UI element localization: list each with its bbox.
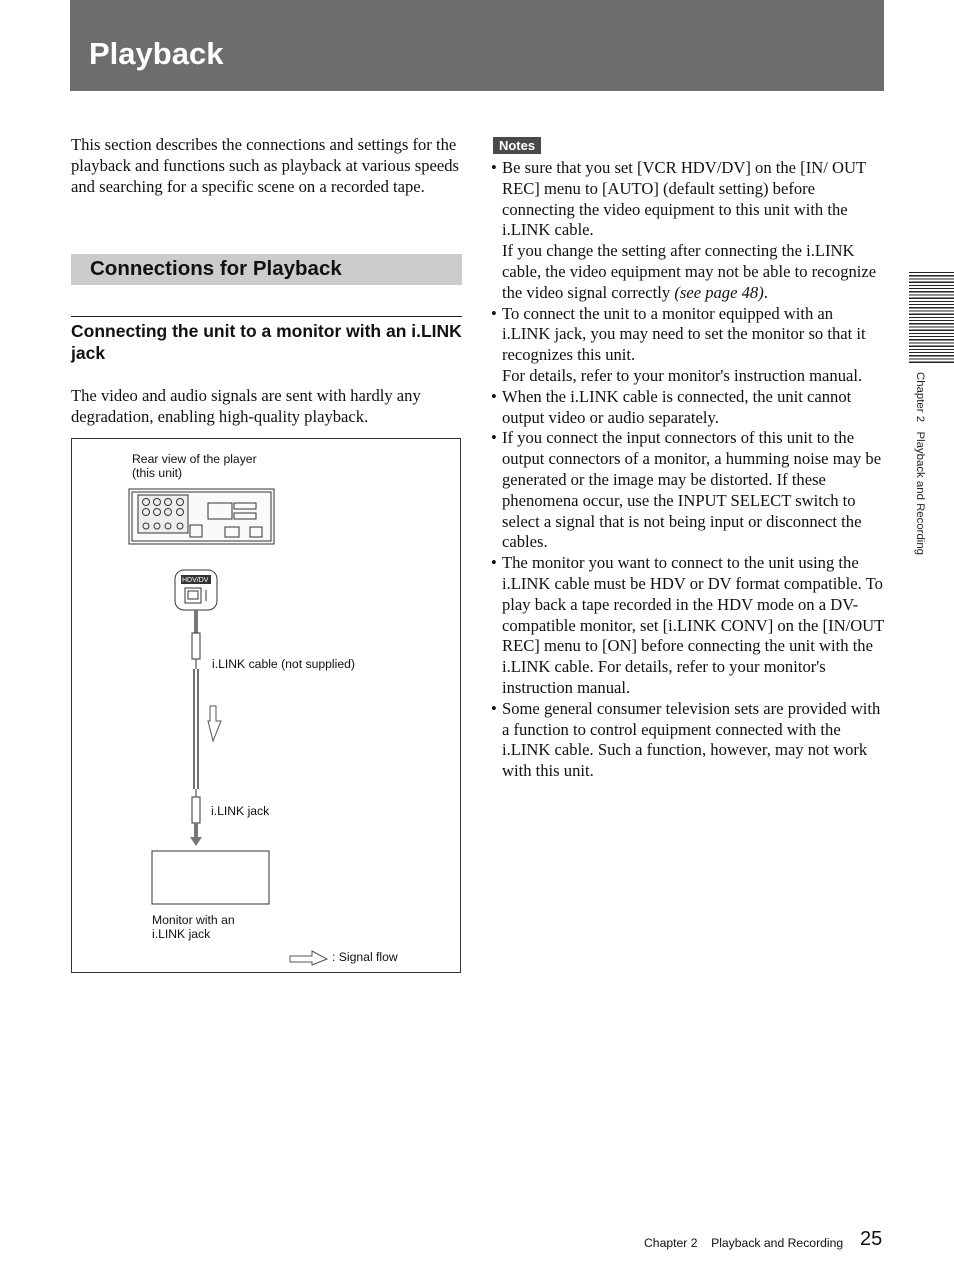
legend-arrow-icon: [290, 951, 327, 965]
notes-list: [491, 158, 885, 782]
subheading: Connecting the unit to a monitor with an i.LINK jack: [71, 321, 462, 363]
port-label: HDV/DV: [182, 577, 209, 584]
note-item: • The monitor you want to connect to the unit using the i.LINK cable must be HDV or DV format compatible. To play back a tape recorded in the HDV mode on a DV-compatible monitor, set [i.LINK CONV] on the [IN/OUT REC] menu to [ON] before connecting the unit with the i.LINK cable. For details, refer to your monitor's instruction manual.: [491, 553, 885, 699]
monitor-label: Monitor with an i.LINK jack: [152, 913, 235, 941]
chapter-side-tab: Chapter 2 Playback and Recording: [914, 372, 926, 555]
section-title: Connections for Playback: [90, 257, 342, 280]
legend-label: : Signal flow: [332, 950, 398, 964]
signal-flow-arrow: [208, 706, 221, 741]
diagram-drawing: [72, 439, 462, 974]
subheading-rule: [71, 316, 462, 317]
section-heading-bar: [71, 254, 462, 285]
body-paragraph: The video and audio signals are sent with hardly any degradation, enabling high-quality playback.: [71, 386, 421, 426]
note-item: • If you connect the input connectors of this unit to the output connectors of a monitor, a humming noise may be generated or the image may be distorted. If these phenomena occur, use the INPUT SELECT switch to select a signal that is not being input or disconnect the cables.: [491, 428, 885, 553]
title-banner: [70, 0, 884, 91]
note-item: • When the i.LINK cable is connected, the unit cannot output video or audio separately.: [491, 387, 885, 429]
note-item: • Some general consumer television sets are provided with a function to control equipment connected with the i.LINK cable. Such a function, however, may not work with this unit.: [491, 699, 885, 782]
jack-label: i.LINK jack: [211, 804, 270, 818]
connection-diagram: [71, 438, 461, 973]
footer-chapter: Chapter 2 Playback and Recording: [644, 1236, 844, 1250]
ilink-cable: [190, 610, 202, 846]
chapter-tab-stripes: [909, 272, 954, 364]
intro-paragraph: This section describes the connections and settings for the playback and functions such as playback at various speeds and searching for a specific scene on a recorded tape.: [71, 135, 459, 196]
page-title: Playback: [89, 36, 224, 71]
notes-badge: Notes: [493, 137, 541, 154]
monitor-box: [152, 851, 269, 904]
note-item: • Be sure that you set [VCR HDV/DV] on the [IN/ OUT REC] menu to [AUTO] (default setting) before connecting the video equipment to this unit with the i.LINK cable. If you change the setting after connecting the i.LINK cable, the video equipment may not be able to recognize the video signal correctly (see page 48).: [491, 158, 885, 304]
player-rear-panel: [129, 489, 274, 544]
page-reference: (see page 48): [674, 282, 764, 302]
page-number: 25: [860, 1228, 883, 1250]
rear-view-label: Rear view of the player (this unit): [132, 452, 257, 480]
cable-label: i.LINK cable (not supplied): [212, 657, 355, 671]
note-item: • To connect the unit to a monitor equipped with an i.LINK jack, you may need to set the monitor so that it recognizes this unit. For details, refer to your monitor's instruction manual.: [491, 304, 885, 387]
